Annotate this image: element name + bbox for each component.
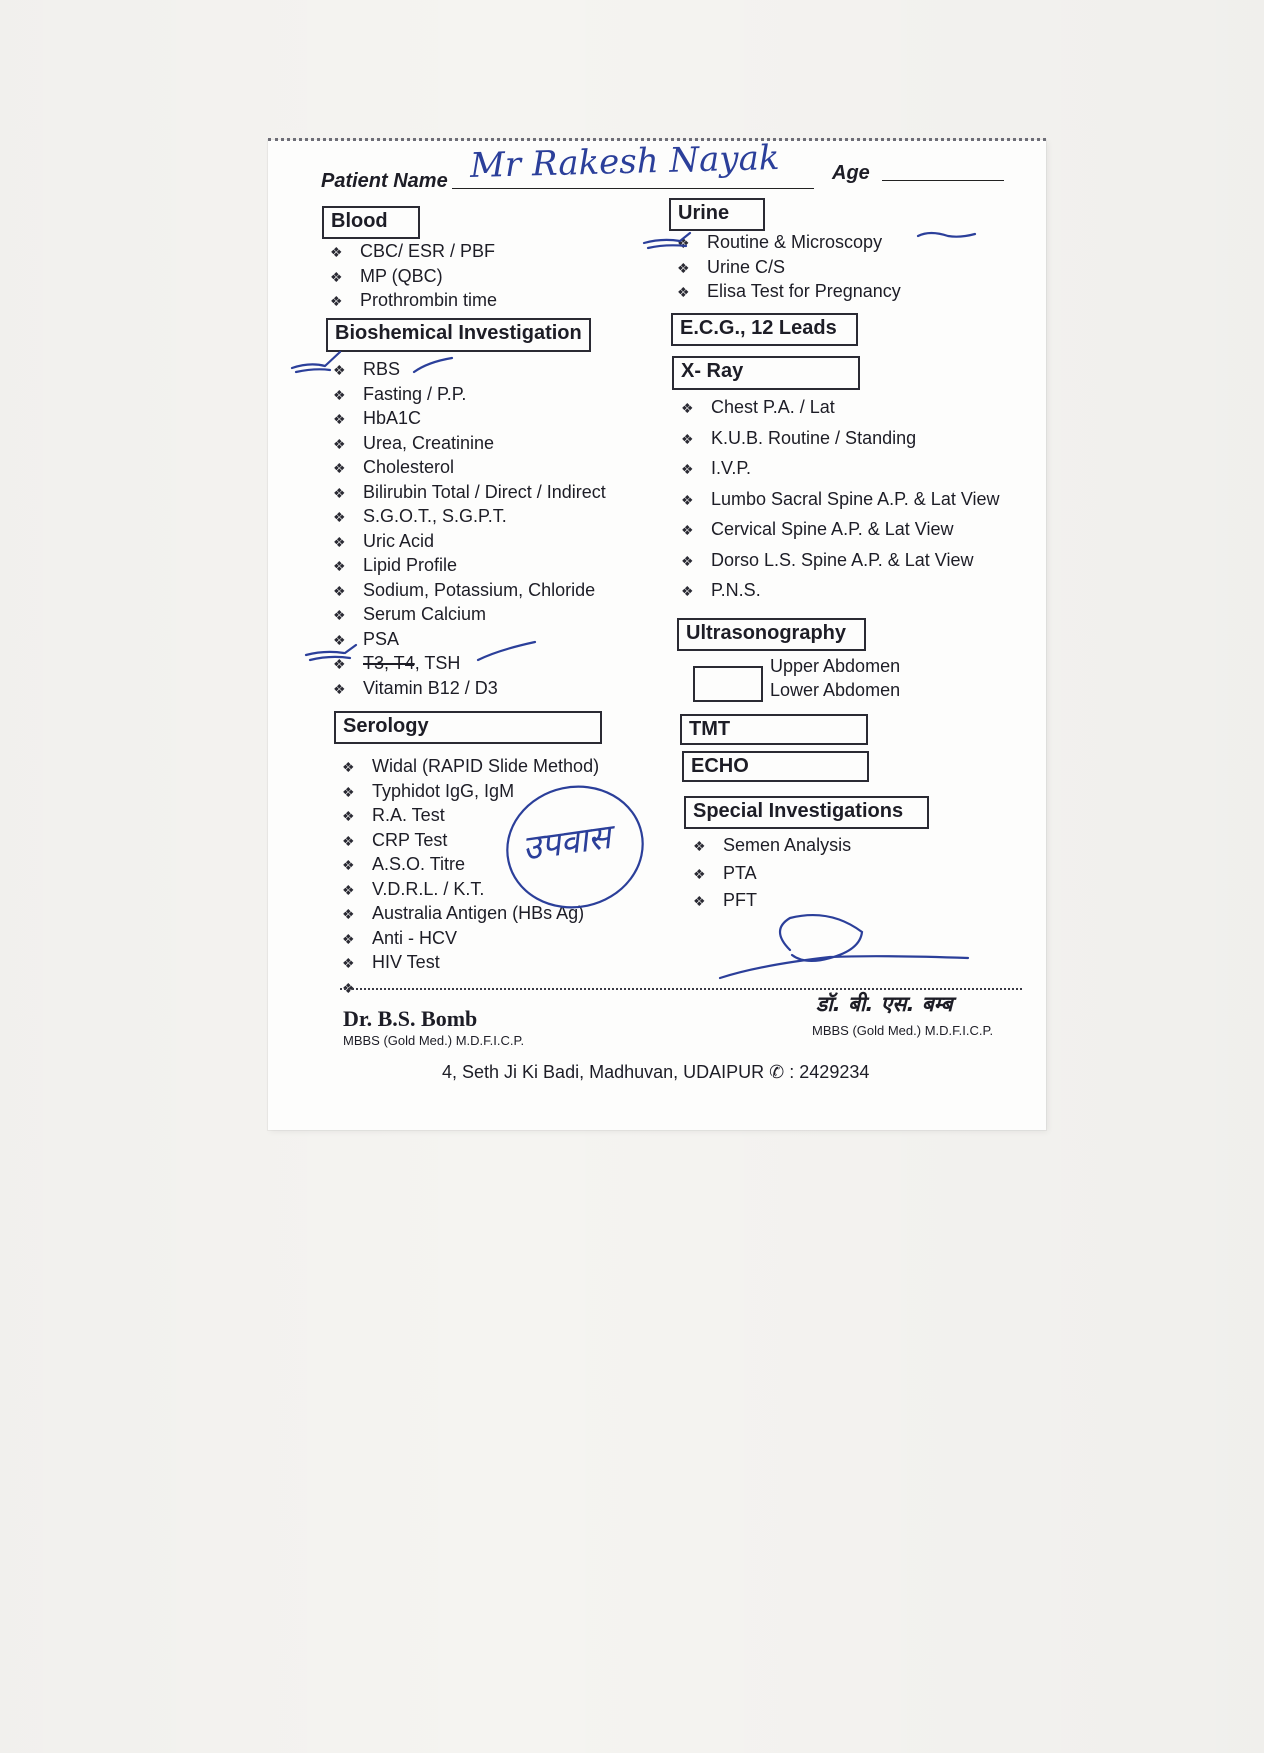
list-item: ❖ Sodium, Potassium, Chloride <box>333 579 606 604</box>
list-item: ❖ PTA <box>693 860 851 888</box>
blood-list <box>330 240 497 314</box>
bullet-icon: ❖ <box>333 656 346 672</box>
handwritten-note: उपवास <box>519 817 614 869</box>
list-item: ❖ Bilirubin Total / Direct / Indirect <box>333 481 606 506</box>
bullet-icon: ❖ <box>333 484 346 501</box>
list-item: ❖ V.D.R.L. / K.T. <box>342 878 599 903</box>
bullet-icon: ❖ <box>330 244 343 260</box>
doctor-qualification: MBBS (Gold Med.) M.D.F.I.C.P. <box>343 1033 525 1048</box>
ecg-heading: E.C.G., 12 Leads <box>671 313 858 346</box>
bullet-icon: ❖ <box>342 832 355 849</box>
list-item: ❖ HIV Test <box>342 951 599 976</box>
lower-abdomen-label: Lower Abdomen <box>770 680 901 700</box>
list-item: ❖ T3, T4, TSH <box>333 652 606 677</box>
bullet-icon: ❖ <box>330 268 343 285</box>
bullet-icon: ❖ <box>681 522 694 538</box>
bracket-gap <box>756 681 760 683</box>
list-item: ❖ Cholesterol <box>333 456 606 481</box>
xray-list <box>681 393 1000 607</box>
list-item: ❖ S.G.O.T., S.G.P.T. <box>333 505 606 530</box>
bullet-icon: ❖ <box>681 552 694 569</box>
bullet-icon: ❖ <box>333 509 346 525</box>
patient-name-handwritten: Mr Rakesh Nayak <box>469 137 780 187</box>
echo-heading: ECHO <box>682 751 869 782</box>
bullet-icon: ❖ <box>333 558 346 574</box>
list-item: ❖ Routine & Microscopy <box>677 231 901 256</box>
list-item: ❖ Australia Antigen (HBs Ag) <box>342 902 599 927</box>
list-item: ❖ Urea, Creatinine <box>333 432 606 457</box>
list-item: ❖ HbA1C <box>333 407 606 432</box>
bullet-icon: ❖ <box>333 435 346 452</box>
bullet-icon: ❖ <box>681 461 694 477</box>
struck-text: T3, T4 <box>363 653 415 673</box>
bullet-icon: ❖ <box>333 680 346 697</box>
serology-heading: Serology <box>334 711 602 744</box>
bullet-icon: ❖ <box>342 808 355 824</box>
upper-abdomen-label: Upper Abdomen <box>770 656 901 676</box>
list-item: ❖ K.U.B. Routine / Standing <box>681 424 1000 455</box>
bullet-icon: ❖ <box>342 906 355 922</box>
list-item: ❖ P.N.S. <box>681 576 1000 607</box>
list-item: ❖ Elisa Test for Pregnancy <box>677 280 901 305</box>
list-item: ❖ Typhidot IgG, IgM <box>342 780 599 805</box>
bullet-icon: ❖ <box>330 293 343 309</box>
list-item: ❖ Vitamin B12 / D3 <box>333 677 606 702</box>
list-item: ❖ Lumbo Sacral Spine A.P. & Lat View <box>681 485 1000 516</box>
list-item: ❖ I.V.P. <box>681 454 1000 485</box>
clinic-address: 4, Seth Ji Ki Badi, Madhuvan, UDAIPUR <box>442 1062 765 1082</box>
doctor-name-hindi: डॉ. बी. एस. बम्ब <box>816 992 953 1016</box>
bullet-icon: ❖ <box>681 430 694 447</box>
bullet-icon: ❖ <box>333 607 346 623</box>
biochemical-list <box>333 358 606 701</box>
blood-heading: Blood <box>322 206 420 239</box>
bullet-icon: ❖ <box>681 583 694 599</box>
list-item: ❖ Widal (RAPID Slide Method) <box>342 755 599 780</box>
bullet-icon: ❖ <box>342 783 355 800</box>
bullet-icon: ❖ <box>342 857 355 873</box>
list-item: ❖ Chest P.A. / Lat <box>681 393 1000 424</box>
bullet-icon: ❖ <box>693 865 706 882</box>
bullet-icon: ❖ <box>677 259 690 276</box>
clinic-address-line <box>442 1062 869 1083</box>
list-item: ❖ Uric Acid <box>333 530 606 555</box>
bullet-icon: ❖ <box>693 893 706 909</box>
serology-list <box>342 755 599 1000</box>
bullet-icon: ❖ <box>333 362 346 378</box>
list-item: ❖ Cervical Spine A.P. & Lat View <box>681 515 1000 546</box>
phone-number: : 2429234 <box>789 1062 870 1082</box>
bullet-icon: ❖ <box>693 838 706 854</box>
bullet-icon: ❖ <box>342 881 355 898</box>
patient-name-label: Patient Name <box>321 170 448 192</box>
doctor-name: Dr. B.S. Bomb <box>343 1006 478 1031</box>
doctor-qualification-right: MBBS (Gold Med.) M.D.F.I.C.P. <box>812 1023 994 1038</box>
bullet-icon: ❖ <box>342 955 355 971</box>
list-item: ❖ Fasting / P.P. <box>333 383 606 408</box>
special-investigations-heading: Special Investigations <box>684 796 929 829</box>
list-item: ❖ CBC/ ESR / PBF <box>330 240 497 265</box>
bullet-icon: ❖ <box>333 582 346 599</box>
biochemical-heading: Bioshemical Investigation <box>326 318 591 352</box>
age-label: Age <box>832 162 870 184</box>
bullet-icon: ❖ <box>342 759 355 775</box>
list-item: ❖ PFT <box>693 887 851 915</box>
list-item: ❖ Anti - HCV <box>342 927 599 952</box>
list-item: ❖ Urine C/S <box>677 256 901 281</box>
list-item: ❖ Lipid Profile <box>333 554 606 579</box>
list-item: ❖ CRP Test <box>342 829 599 854</box>
ultrasound-bracket <box>693 666 763 702</box>
special-list <box>693 832 851 915</box>
bullet-icon: ❖ <box>677 235 690 251</box>
list-item: ❖ Dorso L.S. Spine A.P. & Lat View <box>681 546 1000 577</box>
list-item: ❖ MP (QBC) <box>330 265 497 290</box>
tmt-heading: TMT <box>680 714 868 745</box>
bullet-icon: ❖ <box>342 930 355 947</box>
bullet-icon: ❖ <box>333 460 346 476</box>
bullet-icon: ❖ <box>677 284 690 300</box>
ultrasonography-heading: Ultrasonography <box>677 618 866 651</box>
list-item: ❖ A.S.O. Titre <box>342 853 599 878</box>
age-line <box>882 180 1004 181</box>
xray-heading: X- Ray <box>672 356 860 390</box>
urine-list <box>677 231 901 305</box>
list-item: ❖ PSA <box>333 628 606 653</box>
bullet-icon: ❖ <box>681 400 694 416</box>
bullet-icon: ❖ <box>333 631 346 648</box>
bullet-icon: ❖ <box>333 386 346 403</box>
patient-name-line <box>452 188 814 189</box>
list-item: ❖ RBS <box>333 358 606 383</box>
urine-heading: Urine <box>669 198 765 231</box>
phone-icon: ✆ <box>769 1062 785 1082</box>
list-item: ❖ Semen Analysis <box>693 832 851 860</box>
bullet-icon: ❖ <box>342 979 355 996</box>
list-item: ❖ R.A. Test <box>342 804 599 829</box>
bullet-icon: ❖ <box>333 533 346 550</box>
bullet-icon: ❖ <box>333 411 346 427</box>
list-item: ❖ Prothrombin time <box>330 289 497 314</box>
bullet-icon: ❖ <box>681 491 694 508</box>
list-item: ❖ Serum Calcium <box>333 603 606 628</box>
